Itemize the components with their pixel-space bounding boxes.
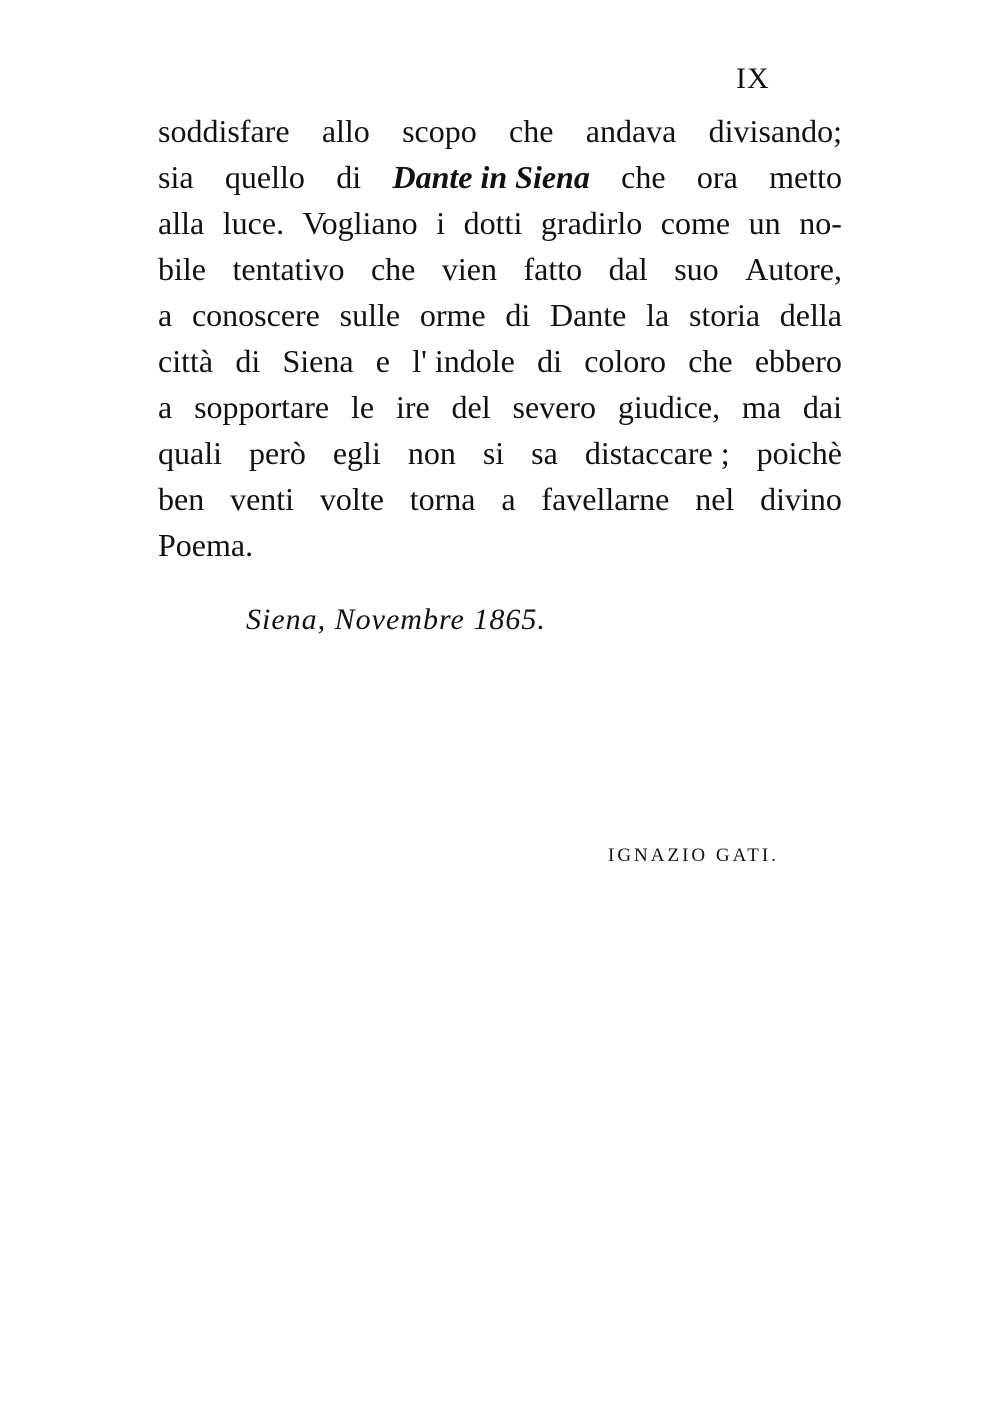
word: sopportare xyxy=(194,389,330,425)
word: dotti xyxy=(463,205,523,241)
word: divino xyxy=(760,481,842,517)
word: vien xyxy=(441,251,497,287)
word: che xyxy=(621,159,666,195)
word: però xyxy=(248,435,306,471)
page-number: IX xyxy=(736,62,770,95)
word: tentativo xyxy=(232,251,345,287)
word: della xyxy=(779,297,842,333)
word: giudice, xyxy=(617,389,721,425)
word: un xyxy=(748,205,781,241)
word: di xyxy=(537,343,562,379)
word: andava xyxy=(585,113,677,149)
word: poichè xyxy=(756,435,842,471)
word: orme xyxy=(419,297,486,333)
word: quello xyxy=(224,159,305,195)
word: a xyxy=(158,297,173,333)
word: coloro xyxy=(584,343,666,379)
word: sa xyxy=(531,435,558,471)
word: no- xyxy=(799,205,842,241)
word: che xyxy=(688,343,733,379)
word: Dante xyxy=(549,297,627,333)
word: le xyxy=(350,389,375,425)
word: suo xyxy=(674,251,719,287)
word: ora xyxy=(696,159,738,195)
word: luce. xyxy=(222,205,285,241)
word: Autore, xyxy=(745,251,842,287)
text-line xyxy=(158,154,842,200)
word: fatto xyxy=(523,251,583,287)
italic-title: Dante in Siena xyxy=(392,159,590,195)
text-line xyxy=(158,246,842,292)
word: ebbero xyxy=(754,343,842,379)
word: e xyxy=(375,343,390,379)
body-text xyxy=(158,108,842,568)
word: egli xyxy=(332,435,381,471)
word: quali xyxy=(158,435,222,471)
text-line xyxy=(158,200,842,246)
text-line xyxy=(158,108,842,154)
word: volte xyxy=(319,481,384,517)
word: si xyxy=(482,435,505,471)
word: sulle xyxy=(339,297,401,333)
word: di xyxy=(505,297,531,333)
word: dal xyxy=(608,251,648,287)
word: metto xyxy=(769,159,842,195)
text-line xyxy=(158,476,842,522)
word: Poema. xyxy=(158,527,254,563)
word: ben xyxy=(158,481,205,517)
word: di xyxy=(235,343,261,379)
word: distaccare ; xyxy=(584,435,730,471)
word: l' indole xyxy=(412,343,515,379)
word: conoscere xyxy=(191,297,320,333)
word: dai xyxy=(802,389,842,425)
word: non xyxy=(407,435,456,471)
text-line xyxy=(158,384,842,430)
word: soddisfare xyxy=(158,113,290,149)
word: alla xyxy=(158,205,205,241)
word: gradirlo xyxy=(540,205,643,241)
signature: IGNAZIO GATI. xyxy=(608,845,779,866)
word: ma xyxy=(741,389,782,425)
word: città xyxy=(158,343,214,379)
word: allo xyxy=(321,113,370,149)
word: Siena xyxy=(282,343,354,379)
text-line xyxy=(158,338,842,384)
word: che xyxy=(509,113,554,149)
word: del xyxy=(451,389,491,425)
word: a xyxy=(158,389,173,425)
word: come xyxy=(660,205,731,241)
word: storia xyxy=(688,297,761,333)
word: sia xyxy=(158,159,194,195)
word: severo xyxy=(512,389,597,425)
text-line xyxy=(158,522,842,568)
word: favellarne xyxy=(541,481,670,517)
word: la xyxy=(646,297,670,333)
text-line xyxy=(158,292,842,338)
dateline: Siena, Novembre 1865. xyxy=(246,603,546,636)
word: ire xyxy=(395,389,430,425)
word: scopo xyxy=(402,113,477,149)
word: nel xyxy=(695,481,735,517)
word: bile xyxy=(158,251,206,287)
word: divisando; xyxy=(708,113,842,149)
word: venti xyxy=(230,481,295,517)
word: che xyxy=(370,251,416,287)
text-line xyxy=(158,430,842,476)
word: i xyxy=(436,205,446,241)
word: Vogliano xyxy=(302,205,418,241)
word: torna xyxy=(409,481,476,517)
word: di xyxy=(336,159,362,195)
word: a xyxy=(501,481,516,517)
